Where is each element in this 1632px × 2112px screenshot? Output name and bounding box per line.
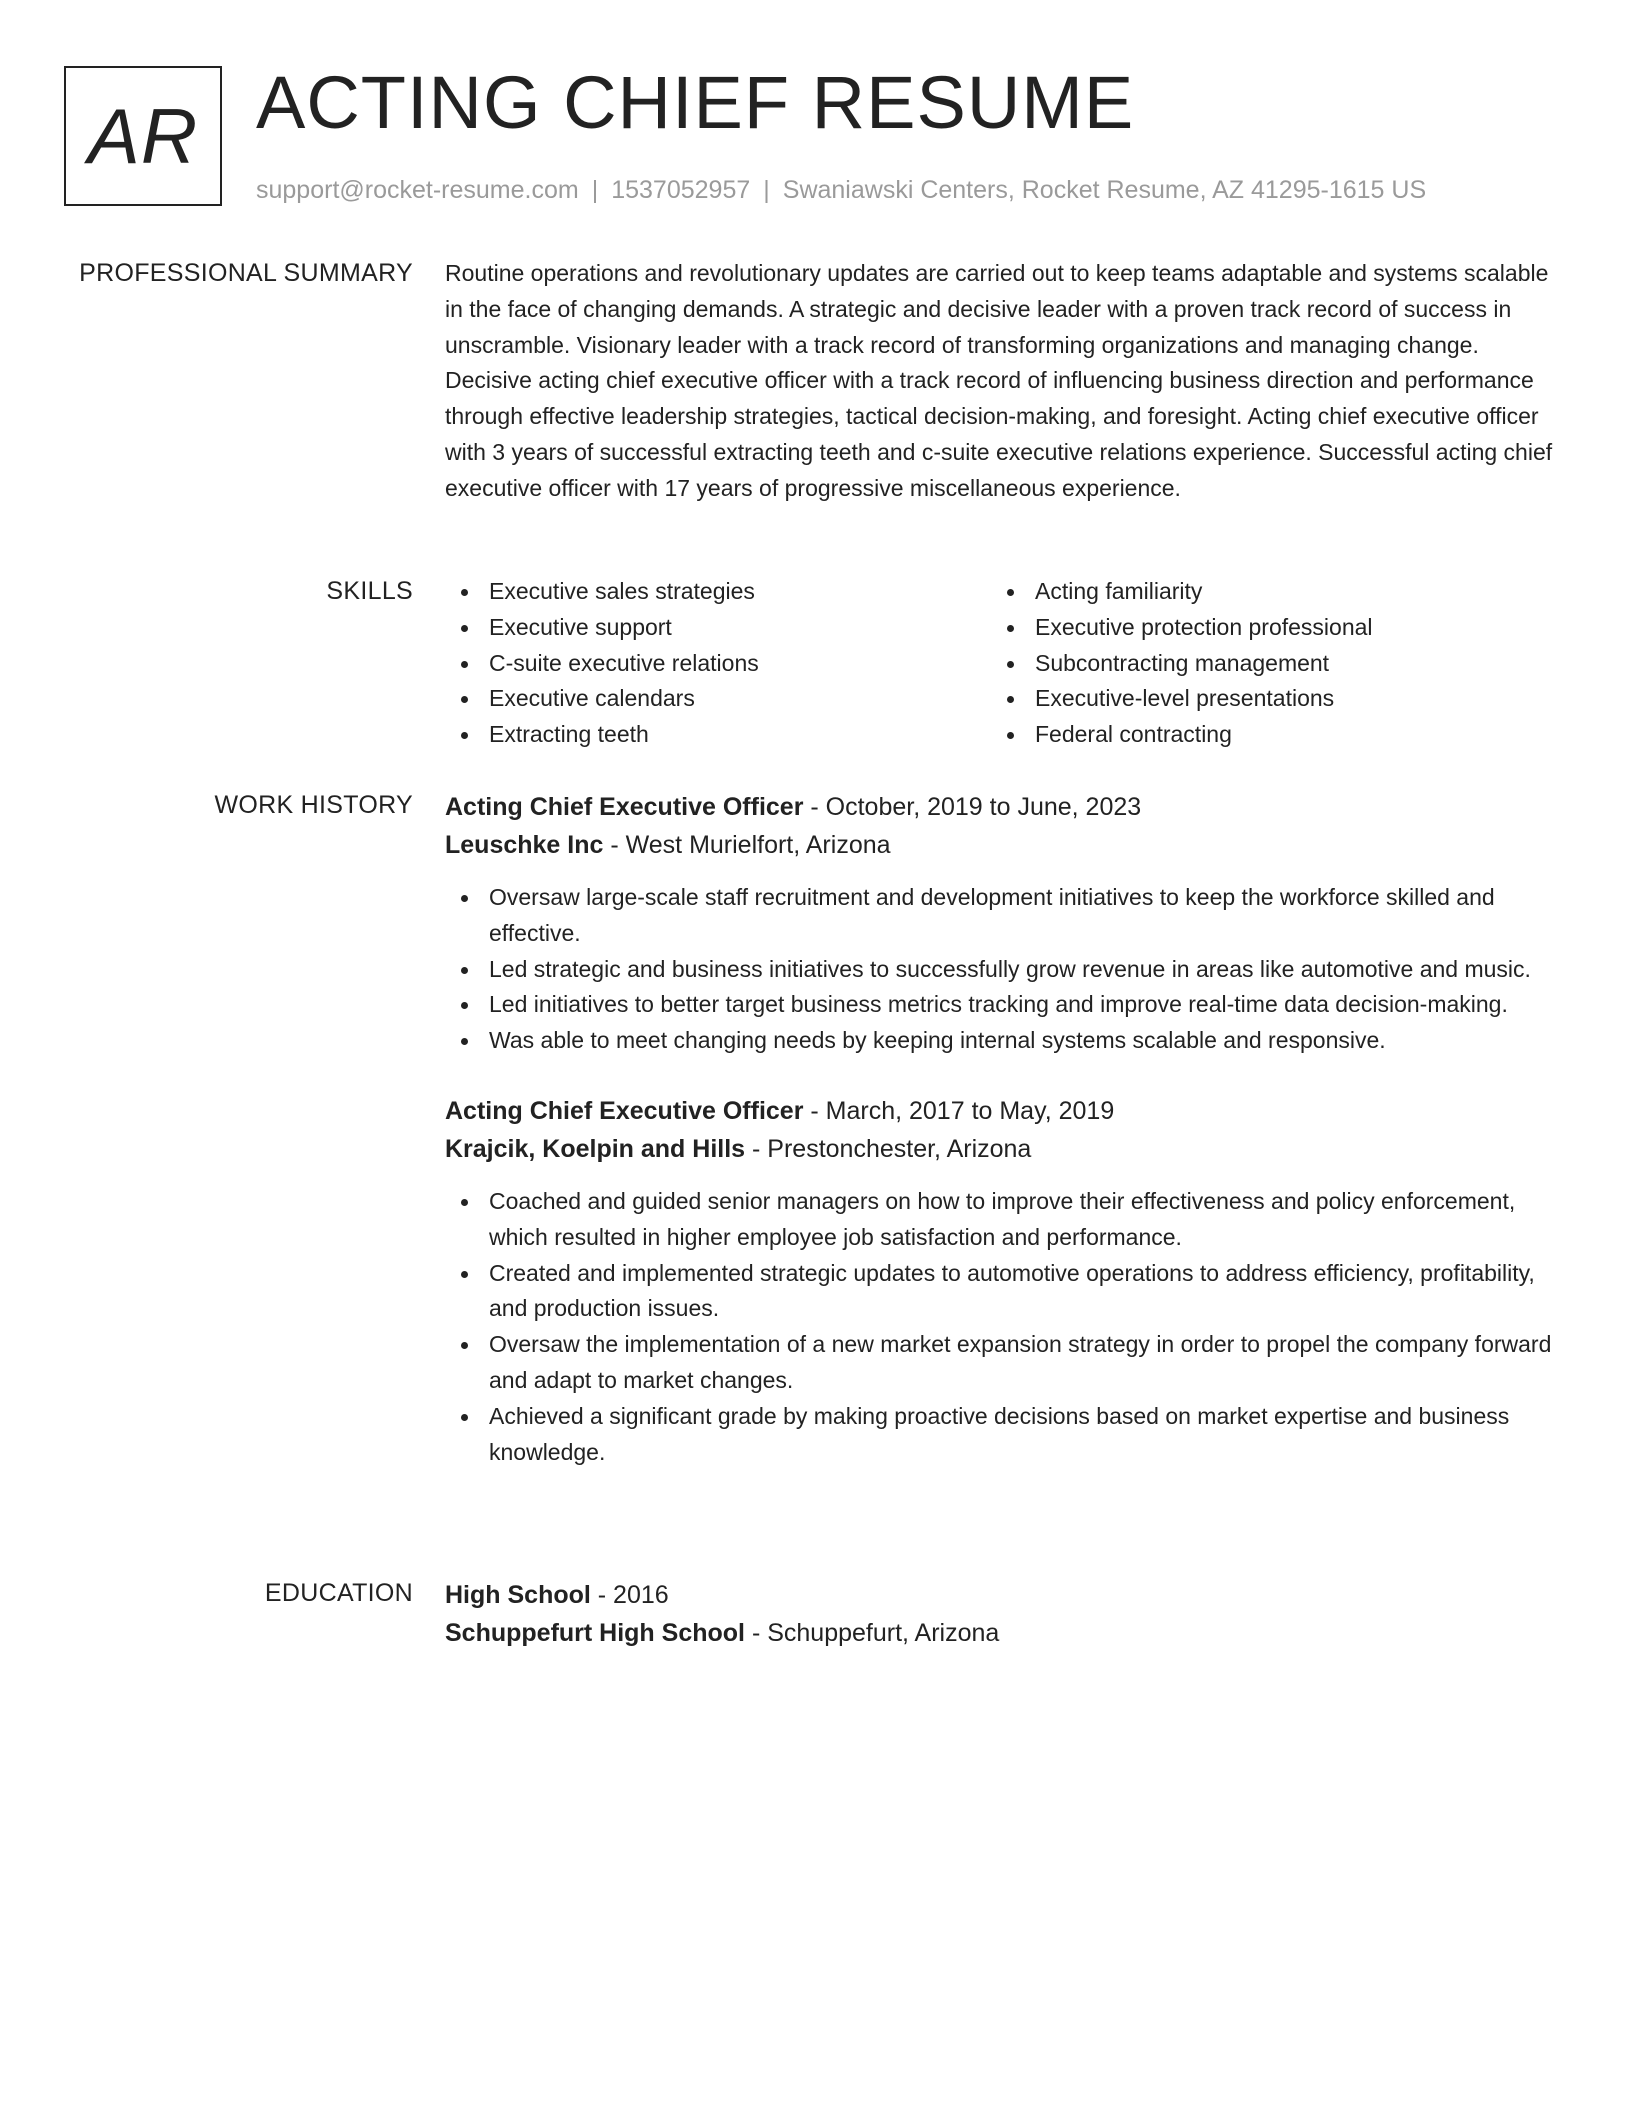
initials-monogram: AR: [64, 66, 222, 206]
job-company: Krajcik, Koelpin and Hills: [445, 1134, 746, 1163]
skill-item: Extracting teeth: [445, 717, 991, 753]
contact-email: support@rocket-resume.com: [256, 176, 579, 204]
skill-item: Executive-level presentations: [991, 681, 1537, 717]
duty-item: Created and implemented strategic updates to automotive operations to address efficiency, profitability, and production issues.: [445, 1256, 1555, 1328]
job-duties-list: [445, 880, 1555, 1059]
education-body: [445, 1576, 1555, 1652]
job-title-line: [445, 788, 1555, 826]
skill-item: Acting familiarity: [991, 574, 1537, 610]
job-entry: [445, 788, 1555, 1059]
education-location: - Schuppefurt, Arizona: [745, 1619, 1000, 1647]
education-degree: High School: [445, 1581, 591, 1609]
contact-phone: 1537052957: [611, 176, 751, 204]
skills-body: [445, 574, 1555, 753]
section-label-education: EDUCATION: [264, 1579, 413, 1607]
job-title-line: [445, 1092, 1555, 1130]
job-dates: - March, 2017 to May, 2019: [803, 1096, 1115, 1125]
job-duties-list: [445, 1184, 1555, 1470]
job-dates: - October, 2019 to June, 2023: [803, 793, 1142, 821]
duty-item: Oversaw large-scale staff recruitment and development initiatives to keep the workforce skilled and effective.: [445, 880, 1555, 952]
duty-item: Was able to meet changing needs by keeping internal systems scalable and responsive.: [445, 1023, 1555, 1059]
contact-line: [256, 172, 1426, 208]
contact-address: Swaniawski Centers, Rocket Resume, AZ 41295-1615 US: [782, 176, 1427, 204]
contact-separator: |: [763, 176, 770, 204]
job-title: Acting Chief Executive Officer: [445, 1096, 804, 1125]
contact-separator: |: [591, 176, 599, 204]
skill-item: Federal contracting: [991, 717, 1537, 753]
duty-item: Achieved a significant grade by making proactive decisions based on market expertise and business knowledge.: [445, 1399, 1555, 1471]
summary-body: [445, 256, 1555, 507]
job-company-line: [445, 1130, 1555, 1168]
job-company-line: [445, 826, 1555, 864]
education-school-line: [445, 1614, 1555, 1652]
education-year: - 2016: [590, 1581, 669, 1609]
job-location: - West Murielfort, Arizona: [603, 831, 891, 859]
duty-item: Coached and guided senior managers on how to improve their effectiveness and policy enforcement, which resulted in higher employee job satisfaction and performance.: [445, 1184, 1555, 1256]
resume-title: ACTING CHIEF RESUME: [256, 61, 1135, 144]
skills-list-right: [991, 574, 1537, 753]
job-title: Acting Chief Executive Officer: [445, 793, 804, 821]
skill-item: Executive support: [445, 610, 991, 646]
skill-item: Executive protection professional: [991, 610, 1537, 646]
skill-item: Subcontracting management: [991, 646, 1537, 682]
education-degree-line: [445, 1576, 1555, 1614]
job-location: - Prestonchester, Arizona: [745, 1134, 1032, 1163]
summary-text: Routine operations and revolutionary updates are carried out to keep teams adaptable and systems scalable in the face of changing demands. A strategic and decisive leader with a proven track record of success in unscramble. Visionary leader with a track record of transforming organizations and managing change. Decisive acting chief executive officer with a track record of influencing business direction and performance through effective leadership strategies, tactical decision-making, and foresight. Acting chief executive officer with 3 years of successful extracting teeth and c-suite executive relations experience. Successful acting chief executive officer with 17 years of progressive miscellaneous experience.: [445, 260, 1553, 501]
duty-item: Led strategic and business initiatives to successfully grow revenue in areas like automotive and music.: [445, 952, 1555, 988]
section-label-summary: PROFESSIONAL SUMMARY: [79, 259, 413, 287]
skills-list-left: [445, 574, 991, 753]
skill-item: Executive calendars: [445, 681, 991, 717]
education-school: Schuppefurt High School: [445, 1619, 745, 1647]
skill-item: Executive sales strategies: [445, 574, 991, 610]
job-entry: [445, 1092, 1555, 1470]
work-history-body: [445, 788, 1555, 1470]
section-label-work-history: WORK HISTORY: [214, 791, 413, 819]
duty-item: Led initiatives to better target business metrics tracking and improve real-time data decision-making.: [445, 987, 1555, 1023]
skill-item: C-suite executive relations: [445, 646, 991, 682]
duty-item: Oversaw the implementation of a new market expansion strategy in order to propel the company forward and adapt to market changes.: [445, 1327, 1555, 1399]
job-company: Leuschke Inc: [445, 831, 604, 859]
section-label-skills: SKILLS: [326, 577, 413, 605]
